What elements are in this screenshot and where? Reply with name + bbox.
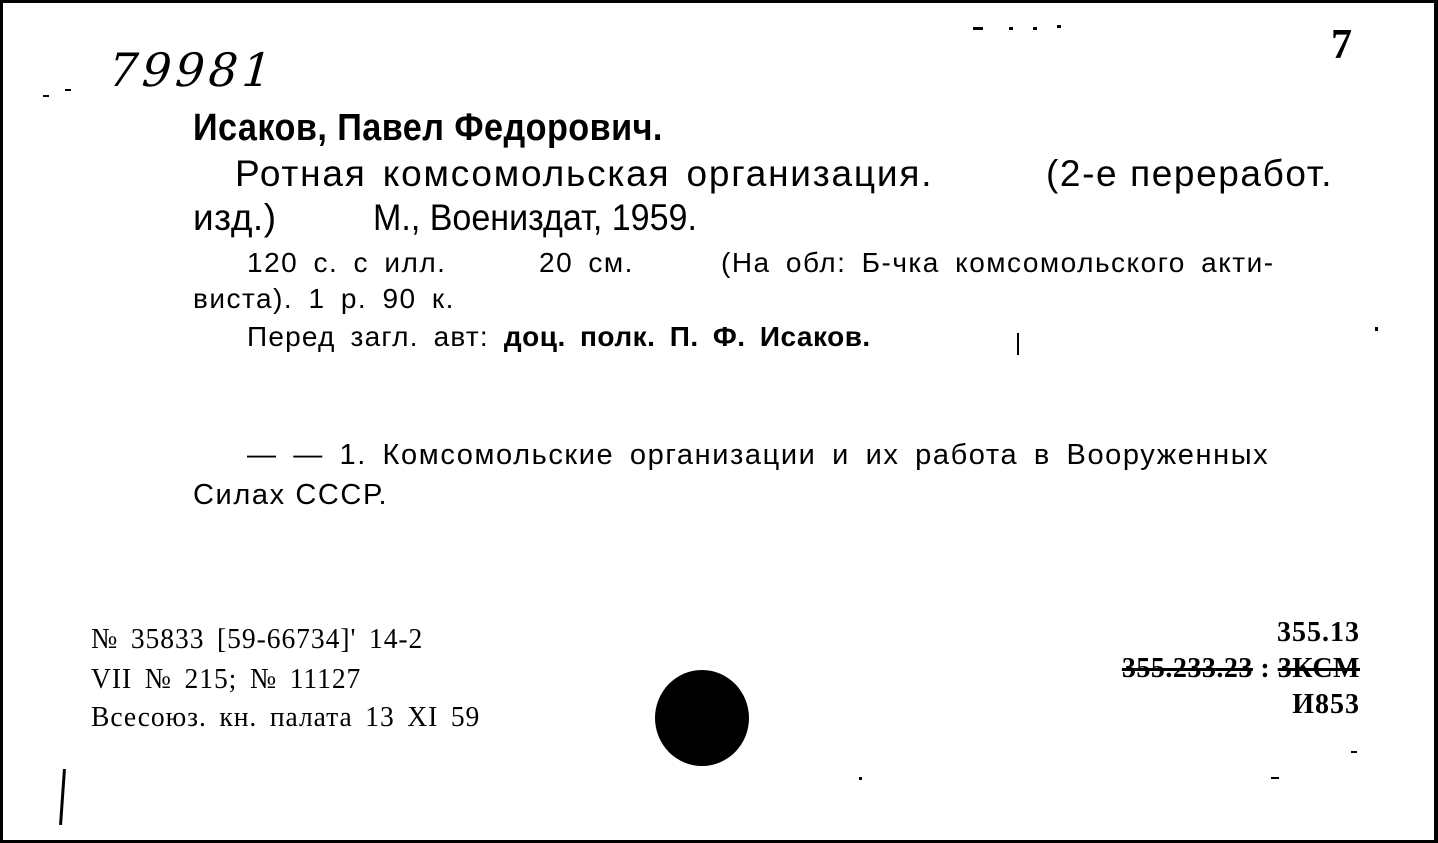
registration-volume: VII № 215; № 11127 [91,663,362,695]
dust-speck [1351,751,1357,753]
handwritten-inventory-number: 79981 [107,43,278,97]
punch-hole [655,670,749,766]
author-note [247,321,871,353]
series-note-cont: виста). 1 р. 90 к. [193,283,455,314]
edition-statement-cont: изд.) [193,197,277,238]
dust-speck [973,27,983,30]
pen-stroke-mark [59,769,66,825]
dust-speck [1009,27,1013,30]
author-mark: И853 [1292,689,1360,720]
classification-revised [1122,653,1360,685]
collation-pages: 120 с. с илл. [247,247,447,278]
edition-statement: (2-е переработ. [1046,153,1334,194]
dust-speck [1033,27,1037,30]
dust-speck [43,95,49,97]
subject-heading: — — 1. Комсомольские организации и их работа в Вооруженных [247,439,1270,471]
card-number: 7 [1331,22,1352,68]
dust-speck [1271,777,1279,779]
collation-size: 20 см. [539,247,634,278]
classification-crossed: 355.233.23 [1121,653,1253,684]
author-heading: Исаков, Павел Федорович. [193,107,663,149]
publication-info: М., Воениздат, 1959. [373,197,697,238]
dust-speck [859,777,862,780]
dust-speck [1057,25,1061,28]
classification-separator: : [1260,653,1271,684]
dust-speck [65,89,71,91]
dust-speck [1375,327,1378,331]
issuing-chamber: Всесоюз. кн. палата 13 XI 59 [91,701,481,733]
pen-tick-mark [1017,333,1019,355]
book-title: Ротная комсомольская организация. [235,153,934,194]
author-note-label: Перед загл. авт: [247,321,489,352]
author-note-name: доц. полк. П. Ф. Исаков. [503,321,871,352]
subject-heading-cont: Силах СССР. [193,479,389,511]
series-note: (На обл: Б-чка комсомольского акти- [721,247,1275,278]
registration-number: № 35833 [59-66734]' 14-2 [91,623,424,655]
classification-number: 355.13 [1277,617,1360,648]
classification-subject: 3КСМ [1277,653,1360,684]
